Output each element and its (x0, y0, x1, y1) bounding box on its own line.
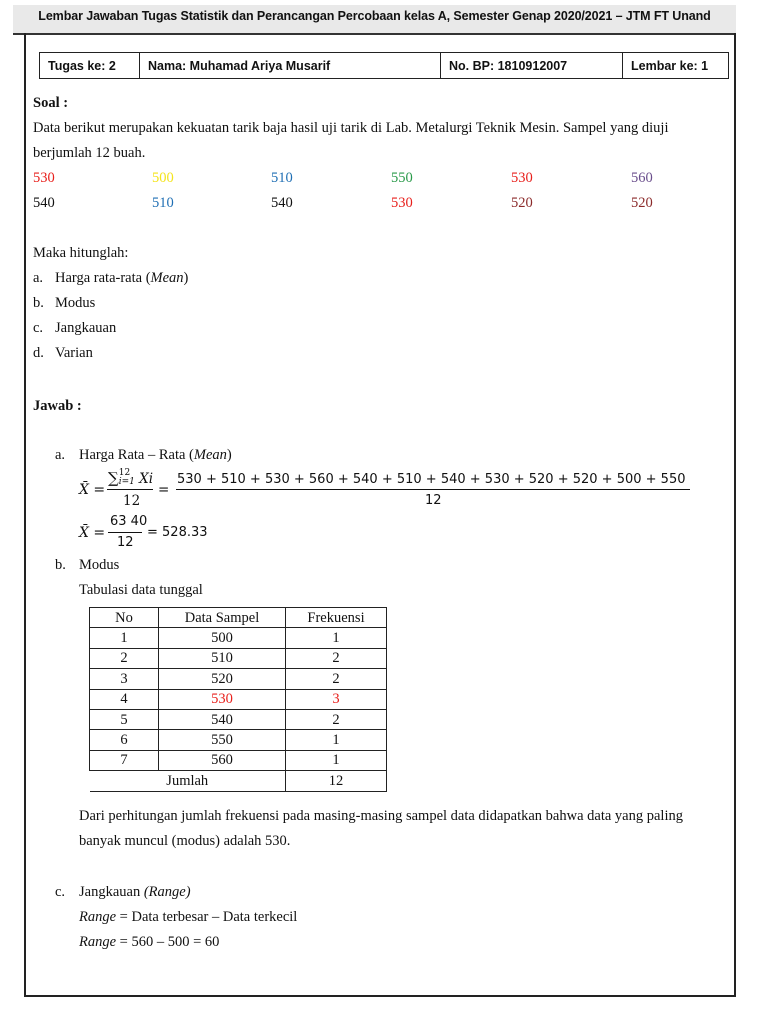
row2-value-6: 520 (631, 195, 653, 211)
question-item: Varian (55, 345, 93, 361)
question-item-mark: b. (33, 295, 44, 311)
page-title: Lembar Jawaban Tugas Statistik dan Perancangan Percobaan kelas A, Semester Genap 2020/2021 – JTM FT Unand (38, 9, 711, 23)
frequency-cell: 3 (286, 689, 387, 709)
row1-value-2: 500 (152, 170, 174, 186)
student-info-table (39, 52, 729, 79)
answer-heading: Jawab : (33, 398, 82, 414)
sample-value-cell: 530 (159, 689, 286, 709)
answer-a-mark: a. (55, 447, 66, 463)
answer-b-title: Modus (79, 557, 120, 573)
column-header-no: No (90, 608, 159, 628)
question-item: Modus (55, 295, 96, 311)
sample-value-cell: 560 (159, 750, 286, 770)
row-number-cell: 7 (90, 750, 159, 770)
question-heading: Soal : (33, 95, 69, 111)
sample-value-cell: 520 (159, 669, 286, 689)
answer-c-mark: c. (55, 884, 66, 900)
frequency-cell: 2 (286, 669, 387, 689)
total-label: Jumlah (90, 771, 286, 791)
table-row (90, 648, 387, 668)
mean-result: = 528.33 (147, 525, 208, 540)
equals-sign: = (158, 482, 170, 498)
row-number-cell: 5 (90, 709, 159, 729)
answer-c-title: Jangkauan (Range) (79, 884, 191, 900)
row2-value-4: 530 (391, 195, 413, 211)
assignment-number: Tugas ke: 2 (40, 53, 140, 79)
total-frequency: 12 (286, 771, 387, 791)
question-text-line2: berjumlah 12 buah. (33, 145, 146, 161)
sample-value-cell: 500 (159, 628, 286, 648)
row-number-cell: 2 (90, 648, 159, 668)
row-number-cell: 4 (90, 689, 159, 709)
row2-value-1: 540 (33, 195, 55, 211)
tabulation-subtitle: Tabulasi data tunggal (79, 582, 203, 598)
row2-value-5: 520 (511, 195, 533, 211)
frequency-cell: 1 (286, 628, 387, 648)
table-row (90, 709, 387, 729)
frequency-cell: 1 (286, 750, 387, 770)
question-item: Jangkauan (55, 320, 117, 336)
total-sum: 63 40 (110, 514, 148, 529)
question-item-mark: c. (33, 320, 44, 336)
expanded-denominator: 12 (425, 493, 442, 508)
range-formula: Range = Data terbesar – Data terkecil (79, 909, 298, 925)
header-band (13, 5, 736, 35)
question-item: Harga rata-rata (Mean) (55, 270, 189, 286)
row1-value-6: 560 (631, 170, 653, 186)
table-row (90, 689, 387, 709)
row1-value-3: 510 (271, 170, 293, 186)
row-number-cell: 6 (90, 730, 159, 750)
question-item-mark: a. (33, 270, 44, 286)
row1-value-4: 550 (391, 170, 413, 186)
column-header-data: Data Sampel (159, 608, 286, 628)
expanded-sum: 530 + 510 + 530 + 560 + 540 + 510 + 540 + 530 + 520 + 520 + 500 + 550 (177, 472, 686, 487)
answer-b-mark: b. (55, 557, 66, 573)
table-row (90, 628, 387, 648)
range-calculation: Range = 560 – 500 = 60 (79, 934, 220, 950)
sample-value-cell: 550 (159, 730, 286, 750)
frequency-cell: 1 (286, 730, 387, 750)
conclusion-line1: Dari perhitungan jumlah frekuensi pada masing-masing sampel data didapatkan bahwa data yang paling (79, 808, 683, 824)
fraction-line-3 (108, 532, 142, 533)
table-footer-row (90, 771, 387, 791)
sum-numerator: ∑12 i=1 Xi (108, 468, 154, 487)
fraction-line-1 (107, 489, 153, 490)
answer-a-title: Harga Rata – Rata (Mean) (79, 447, 232, 463)
sample-value-cell: 540 (159, 709, 286, 729)
instruction-text: Maka hitunglah: (33, 245, 129, 261)
student-name: Nama: Muhamad Ariya Musarif (140, 53, 441, 79)
conclusion-line2: banyak muncul (modus) adalah 530. (79, 833, 291, 849)
row-number-cell: 1 (90, 628, 159, 648)
total-denominator: 12 (117, 535, 134, 550)
table-row (90, 669, 387, 689)
frequency-cell: 2 (286, 648, 387, 668)
frequency-table (89, 607, 387, 792)
mean-symbol-2: X̄ = (79, 525, 106, 541)
column-header-frequency: Frekuensi (286, 608, 387, 628)
row2-value-2: 510 (152, 195, 174, 211)
frequency-cell: 2 (286, 709, 387, 729)
table-row (90, 730, 387, 750)
table-row (90, 750, 387, 770)
fraction-line-2 (176, 489, 690, 490)
sheet-number: Lembar ke: 1 (623, 53, 729, 79)
row-number-cell: 3 (90, 669, 159, 689)
row1-value-1: 530 (33, 170, 55, 186)
student-id: No. BP: 1810912007 (441, 53, 623, 79)
sample-value-cell: 510 (159, 648, 286, 668)
question-text-line1: Data berikut merupakan kekuatan tarik baja hasil uji tarik di Lab. Metalurgi Teknik Mesin. Sampel yang diuji (33, 120, 669, 136)
row2-value-3: 540 (271, 195, 293, 211)
mean-symbol: X̄ = (79, 482, 106, 498)
sum-denominator: 12 (123, 493, 141, 509)
row1-value-5: 530 (511, 170, 533, 186)
question-item-mark: d. (33, 345, 44, 361)
